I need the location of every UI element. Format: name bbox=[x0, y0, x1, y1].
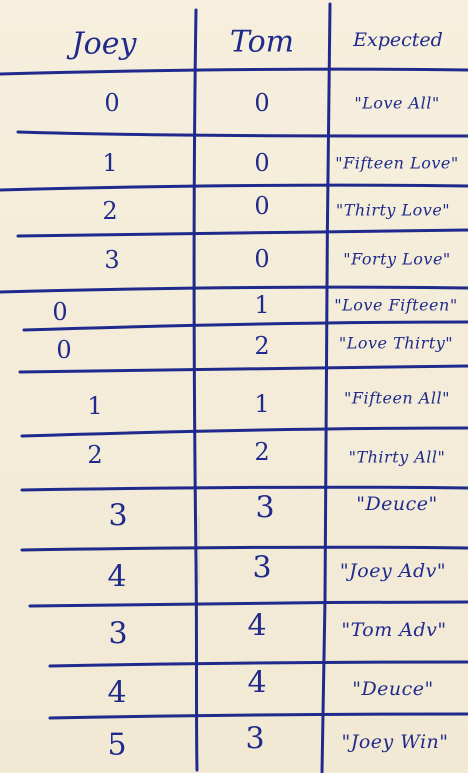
expected-call: "Joey Adv" bbox=[339, 560, 447, 582]
tom-score: 4 bbox=[247, 608, 267, 644]
row-separator bbox=[18, 230, 468, 236]
joey-score: 2 bbox=[102, 197, 118, 225]
joey-score: 5 bbox=[107, 727, 127, 763]
tom-score: 2 bbox=[254, 438, 270, 466]
joey-score: 3 bbox=[104, 246, 120, 274]
tom-score: 0 bbox=[254, 192, 270, 220]
row-separator bbox=[0, 69, 468, 74]
expected-call: "Thirty Love" bbox=[335, 200, 451, 220]
row-separator bbox=[22, 428, 468, 436]
header-expected: Expected bbox=[353, 29, 443, 51]
joey-score: 4 bbox=[107, 675, 127, 711]
expected-call: "Joey Win" bbox=[341, 731, 449, 753]
tom-score: 0 bbox=[254, 149, 270, 177]
row-separator bbox=[0, 287, 468, 292]
joey-score: 3 bbox=[108, 616, 128, 652]
joey-score: 1 bbox=[87, 392, 103, 420]
joey-score: 0 bbox=[56, 336, 72, 364]
tom-score: 2 bbox=[254, 332, 270, 360]
expected-call: "Fifteen All" bbox=[344, 388, 450, 408]
tom-score: 1 bbox=[254, 291, 270, 319]
joey-score: 0 bbox=[104, 89, 120, 117]
tom-score: 1 bbox=[254, 390, 270, 418]
row-separator bbox=[0, 185, 468, 190]
expected-call: "Tom Adv" bbox=[341, 619, 447, 641]
tom-score: 4 bbox=[247, 665, 267, 701]
row-separator bbox=[50, 714, 468, 718]
joey-score: 4 bbox=[107, 559, 127, 595]
column-divider-left bbox=[194, 10, 197, 770]
expected-call: "Love Thirty" bbox=[338, 333, 454, 353]
expected-call: "Love Fifteen" bbox=[334, 295, 458, 315]
tom-score: 3 bbox=[245, 721, 265, 757]
expected-call: "Deuce" bbox=[352, 678, 434, 700]
expected-call: "Forty Love" bbox=[343, 249, 451, 269]
joey-score: 3 bbox=[108, 498, 128, 534]
row-separator bbox=[24, 322, 468, 330]
expected-call: "Deuce" bbox=[356, 493, 438, 515]
row-separator bbox=[20, 366, 468, 372]
header-tom: Tom bbox=[229, 24, 295, 60]
tom-score: 3 bbox=[255, 490, 275, 526]
joey-score: 2 bbox=[87, 441, 103, 469]
joey-score: 1 bbox=[102, 149, 118, 177]
row-separator bbox=[18, 132, 468, 136]
row-separator bbox=[30, 602, 468, 606]
tom-score: 3 bbox=[252, 550, 272, 586]
expected-call: "Love All" bbox=[354, 93, 440, 113]
tom-score: 0 bbox=[254, 89, 270, 117]
joey-score: 0 bbox=[52, 298, 68, 326]
column-divider-right bbox=[322, 4, 330, 772]
expected-call: "Fifteen Love" bbox=[335, 153, 459, 173]
row-separator bbox=[22, 547, 468, 550]
header-joey: Joey bbox=[71, 26, 137, 62]
row-separator bbox=[22, 487, 468, 490]
tom-score: 0 bbox=[254, 245, 270, 273]
expected-call: "Thirty All" bbox=[348, 447, 446, 467]
